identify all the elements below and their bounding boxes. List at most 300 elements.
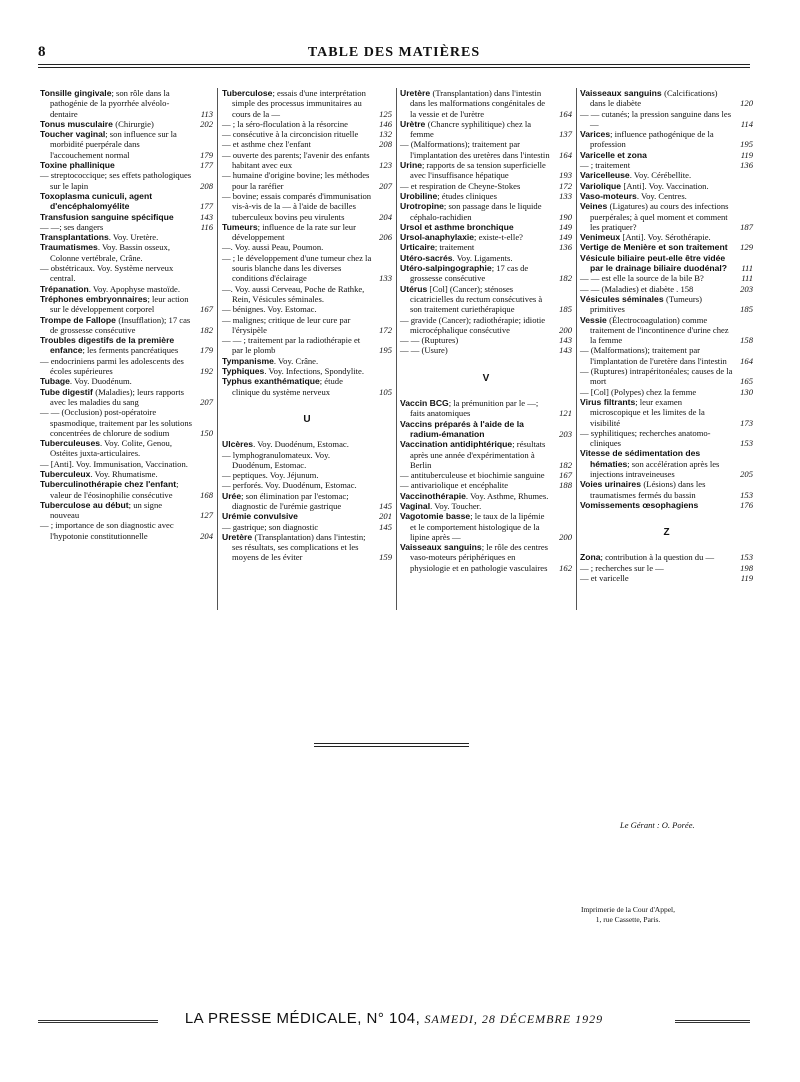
entry-text: Tuberculeuses. Voy. Colite, Genou, Ostéites juxta-articulaires. (40, 438, 172, 459)
entry-text: Urine; rapports de sa tension superficielle avec l'insuffisance hépatique (400, 160, 546, 181)
index-entry (400, 242, 572, 252)
entry-text: — endocriniens parmi les adolescents des écoles supérieures (40, 355, 184, 377)
entry-page: 129 (740, 242, 753, 253)
entry-text: — peptiques. Voy. Jéjunum. (222, 470, 319, 481)
index-entry (40, 469, 213, 479)
entry-page: 123 (379, 160, 392, 171)
index-entry (40, 232, 213, 242)
section-letter: Z (663, 527, 670, 539)
entry-page: 206 (379, 232, 392, 243)
entry-text: — [Col] (Polypes) chez la femme (580, 386, 697, 397)
entry-text: Typhiques. Voy. Infections, Spondylite. (222, 366, 364, 377)
entry-text: — lymphogranulomateux. Voy. Duodénum, Estomac. (222, 449, 330, 470)
index-entry (580, 181, 753, 191)
entry-text: Venimeux [Anti]. Voy. Sérothérapie. (580, 232, 711, 243)
index-entry (400, 201, 572, 222)
index-entry (580, 573, 753, 583)
index-entry (400, 222, 572, 232)
entry-text: Vertige de Menière et son traitement (580, 242, 728, 253)
entry-text: — — ; traitement par la radiothérapie et par le plomb (222, 335, 361, 356)
entry-page: 185 (559, 304, 572, 315)
index-entry (40, 242, 213, 263)
entry-text: Vésicules séminales (Tumeurs) primitives (580, 293, 702, 315)
index-entry (40, 407, 213, 438)
index-entry (400, 419, 572, 440)
index-entry (400, 232, 572, 242)
index-entry (222, 376, 392, 397)
index-entry (40, 315, 213, 336)
entry-text: — ouverte des parents; l'avenir des enfants habitant avec eux (222, 149, 370, 171)
entry-text: Vaccin BCG; la prémunition par le —; faits anatomiques (400, 398, 539, 419)
index-entry (580, 129, 753, 150)
entry-text: — gravide (Cancer); radiothérapie; idiotie microcéphalique consécutive (400, 314, 546, 335)
index-entry (40, 119, 213, 129)
index-entry (222, 119, 392, 129)
entry-text: Ursol et asthme bronchique (400, 221, 514, 232)
index-entry (580, 284, 753, 294)
index-entry (40, 160, 213, 170)
column-divider (576, 88, 577, 610)
page-header (38, 44, 750, 68)
entry-text: Varicelle et zona (580, 149, 647, 160)
entry-text: — [Anti]. Voy. Immunisation, Vaccination. (40, 458, 188, 469)
index-entry (222, 491, 392, 512)
index-entry (222, 253, 392, 284)
entry-page: 173 (740, 417, 753, 428)
header-rule-lower (38, 67, 750, 68)
entry-text: Vomissements œsophagiens (580, 499, 699, 510)
index-entry (222, 511, 392, 521)
column-divider (217, 88, 218, 610)
index-entry (222, 222, 392, 243)
index-entry (580, 160, 753, 170)
entry-text: Urobiline; études cliniques (400, 190, 497, 201)
entry-text: Toucher vaginal; son influence sur la morbidité puerpérale dans l'accouchement normal (40, 129, 177, 160)
section-letter: U (303, 413, 311, 425)
entry-page: 158 (740, 335, 753, 346)
index-entry (580, 387, 753, 397)
index-entry (222, 284, 392, 305)
journal-name: LA PRESSE MÉDICALE, N° 104, (184, 1010, 421, 1027)
index-entry (40, 222, 213, 232)
index-entry (222, 88, 392, 119)
entry-text: Urémie convulsive (222, 511, 298, 522)
index-entry (400, 160, 572, 181)
entry-text: Tuberculeux. Voy. Rhumatisme. (40, 468, 158, 479)
index-entry (400, 263, 572, 284)
entry-page: 162 (559, 562, 572, 573)
entry-text: — bénignes. Voy. Estomac. (222, 304, 317, 315)
entry-text: Varicelleuse. Voy. Cérébellite. (580, 170, 692, 181)
index-entry (580, 253, 753, 274)
entry-page: 195 (740, 139, 753, 150)
entry-text: — —; ses dangers (40, 221, 104, 232)
index-entry (580, 563, 753, 573)
entry-text: Vagotomie basse; le taux de la lipémie et le comportement histologique de la lipine après — (400, 511, 545, 542)
entry-page: 195 (379, 345, 392, 356)
entry-text: — streptococcique; ses effets pathologiques sur le lapin (40, 170, 192, 191)
index-entry (400, 345, 572, 355)
entry-text: Traumatismes. Voy. Bassin osseux, Colonne vertébrale, Crâne. (40, 242, 170, 263)
entry-text: — ; la séro-floculation à la résorcine (222, 118, 348, 129)
entry-text: Urée; son élimination par l'estomac; diagnostic de l'urémie gastrique (222, 490, 349, 511)
index-entry (40, 170, 213, 191)
entry-text: Vaisseaux sanguins; le rôle des centres vaso-moteurs périphériques en physiologie et en pathologie vasculaires (400, 542, 549, 573)
index-entry (222, 170, 392, 191)
entry-text: Vésicule biliaire peut-elle être vidée par le drainage biliaire duodénal? (580, 252, 728, 274)
index-entry (580, 201, 753, 232)
index-entry (40, 479, 213, 500)
index-entry (222, 315, 392, 336)
entry-text: — antivariolique et encéphalite (400, 480, 509, 491)
entry-text: Vaisseaux sanguins (Calcifications) dans le diabète (580, 88, 718, 109)
index-entry (580, 479, 753, 500)
index-entry (222, 150, 392, 171)
entry-text: Trépanation. Voy. Apophyse mastoïde. (40, 283, 180, 294)
entry-text: — et asthme chez l'enfant (222, 139, 311, 150)
index-entry (222, 439, 392, 449)
index-entry (222, 450, 392, 471)
entry-text: — malignes; critique de leur cure par l'érysipèle (222, 314, 351, 335)
index-entry (400, 480, 572, 490)
entry-page: 143 (559, 345, 572, 356)
entry-page: 143 (559, 335, 572, 346)
entry-text: — — (Maladies) et diabète . 158 (580, 283, 694, 294)
entry-text: Transfusion sanguine spécifique (40, 211, 174, 222)
entry-page: 188 (559, 480, 572, 491)
entry-text: — ; recherches sur le — (580, 562, 664, 573)
entry-text: Vaccination antidiphtérique; résultats après une année d'expérimentation à Berlin (400, 439, 546, 470)
index-entry (580, 397, 753, 428)
entry-text: Vaccins préparés à l'aide de la radium-émanation (400, 418, 524, 439)
entry-text: — (Ruptures) intrapéritonéales; causes de la mort (580, 366, 733, 387)
entry-text: Voies urinaires (Lésions) dans les traumatismes fermés du bassin (580, 479, 706, 500)
column-divider (396, 88, 397, 610)
index-entry (400, 470, 572, 480)
entry-text: Troubles digestifs de la première enfance; les ferments pancréatiques (40, 335, 179, 356)
entry-text: Uretère (Transplantation) dans l'intestin dans les malformations congénitales de la vessie et de l'urètre (400, 88, 546, 119)
entry-page: 114 (740, 118, 753, 129)
entry-page: 127 (200, 510, 213, 521)
index-entry (40, 376, 213, 386)
entry-page: 172 (379, 324, 392, 335)
index-entry (580, 315, 753, 346)
entry-text: — et respiration de Cheyne-Stokes (400, 180, 521, 191)
entry-page: 132 (379, 129, 392, 140)
entry-text: Veines (Ligatures) au cours des infections puerpérales; à quel moment et comment les pratiquer? (580, 201, 729, 232)
index-entry (222, 242, 392, 252)
entry-text: — ; le développement d'une tumeur chez la souris blanche dans les diverses conditions d'éclairage (222, 252, 372, 284)
entry-page: 146 (379, 118, 392, 129)
entry-page: 187 (740, 221, 753, 232)
index-entry (580, 366, 753, 387)
entry-text: Tuberculinothérapie chez l'enfant; valeur de l'éosinophilie consécutive (40, 479, 179, 500)
entry-page: 153 (740, 552, 753, 563)
index-entry (222, 304, 392, 314)
entry-text: Varices; influence pathogénique de la profession (580, 129, 714, 150)
entry-text: — humaine d'origine bovine; les méthodes pour la raréfier (222, 170, 370, 191)
entry-text: Vitesse de sédimentation des hématies; son accélération après les injections intraveineuses (580, 448, 720, 479)
entry-page: 130 (740, 386, 753, 397)
entry-page: 205 (740, 468, 753, 479)
entry-page: 177 (200, 160, 213, 171)
entry-text: Urticaire; traitement (400, 242, 475, 253)
entry-page: 159 (379, 552, 392, 563)
entry-text: — — cutanés; la pression sanguine dans les — (580, 108, 732, 129)
entry-text: Tube digestif (Maladies); leurs rapports avec les maladies du sang (40, 386, 185, 407)
entry-page: 149 (559, 221, 572, 232)
index-entry (580, 191, 753, 201)
entry-text: Utérus [Col] (Cancer); sténoses cicatricielles du rectum consécutives à son traitement curiethérapique (400, 283, 543, 315)
index-entry (580, 552, 753, 562)
entry-text: Urètre (Chancre syphilitique) chez la femme (400, 118, 532, 140)
entry-page: 111 (741, 263, 753, 274)
entry-text: Ursol-anaphylaxie; existe-t-elle? (400, 232, 523, 243)
entry-page: 176 (740, 499, 753, 510)
index-entry (400, 398, 572, 419)
entry-text: — et varicelle (580, 573, 629, 584)
entry-page: 164 (559, 108, 572, 119)
entry-page: 133 (559, 190, 572, 201)
index-entry (222, 522, 392, 532)
page-number: 8 (38, 44, 46, 60)
entry-text: — obstétricaux. Voy. Système nerveux central. (40, 263, 174, 284)
index-entry (222, 335, 392, 356)
index-entry (40, 387, 213, 408)
index-entry (400, 335, 572, 345)
entry-text: — perforés. Voy. Duodénum, Estomac. (222, 480, 357, 491)
entry-page: 201 (379, 511, 392, 522)
index-entry (222, 532, 392, 563)
entry-text: Zona; contribution à la question du — (580, 552, 715, 563)
entry-text: Urotropine; son passage dans le liquide céphalo-rachidien (400, 201, 542, 222)
entry-text: Tuberculose au début; un signe nouveau (40, 499, 163, 521)
entry-page: 167 (200, 304, 213, 315)
entry-page: 164 (740, 355, 753, 366)
footer-text (38, 1010, 750, 1028)
index-entry (580, 88, 753, 109)
entry-page: 179 (200, 149, 213, 160)
index-entry (400, 284, 572, 315)
entry-page: 182 (559, 459, 572, 470)
index-entry (400, 119, 572, 140)
entry-page: 119 (740, 573, 753, 584)
index-entry (40, 356, 213, 377)
entry-page: 203 (740, 283, 753, 294)
index-entry (222, 191, 392, 222)
entry-text: Vaginal. Voy. Toucher. (400, 500, 482, 511)
entry-page: 136 (559, 242, 572, 253)
entry-page: 182 (559, 273, 572, 284)
entry-text: — — (Occlusion) post-opératoire spasmodique, traitement par les solutions concentrées de chlorure de sodium (40, 407, 193, 438)
entry-text: Tuberculose; essais d'une interprétation simple des processus immunitaires au cours de la — (222, 88, 366, 119)
index-entry (580, 428, 753, 449)
closing-rule (314, 743, 469, 744)
index-entry (222, 480, 392, 490)
entry-page: 113 (200, 108, 213, 119)
index-entry (222, 356, 392, 366)
entry-page: 200 (559, 531, 572, 542)
entry-page: 207 (379, 180, 392, 191)
entry-page: 153 (740, 438, 753, 449)
section-letter: V (482, 372, 490, 384)
header-rule (38, 64, 750, 65)
entry-page: 119 (740, 149, 753, 160)
entry-text: Tumeurs; influence de la rate sur leur développement (222, 221, 356, 243)
index-entry (40, 294, 213, 315)
entry-text: Utéro-salpingographie; 17 cas de grossesse consécutive (400, 263, 529, 284)
index-entry (400, 501, 572, 511)
entry-page: 149 (559, 232, 572, 243)
entry-page: 204 (379, 211, 392, 222)
index-entry (400, 439, 572, 470)
entry-page: 200 (559, 324, 572, 335)
entry-page: 204 (200, 530, 213, 541)
entry-text: Ulcères. Voy. Duodénum, Estomac. (222, 439, 349, 450)
closing-rule-lower (314, 746, 469, 747)
entry-page: 164 (559, 149, 572, 160)
entry-text: Trompe de Fallope (Insufflation); 17 cas de grossesse consécutive (40, 314, 191, 335)
entry-text: — ; importance de son diagnostic avec l'hypotonie constitutionnelle (40, 520, 174, 541)
index-entry (580, 294, 753, 315)
index-entry (580, 232, 753, 242)
entry-page: 168 (200, 489, 213, 500)
entry-text: Tympanisme. Voy. Crâne. (222, 355, 319, 366)
entry-text: — — (Usure) (400, 345, 448, 356)
entry-page: 177 (200, 201, 213, 212)
entry-text: —. Voy. aussi Cerveau, Poche de Rathke, Rein, Vésicules séminales. (222, 283, 365, 304)
index-entry (40, 212, 213, 222)
entry-text: — antituberculeuse et biochimie sanguine (400, 470, 545, 481)
entry-text: Variolique [Anti]. Voy. Vaccination. (580, 180, 709, 191)
index-entry (580, 242, 753, 252)
footer-rule-right (675, 1020, 750, 1023)
index-entry (40, 520, 213, 541)
index-entry (40, 459, 213, 469)
page-title: TABLE DES MATIÈRES (307, 45, 481, 60)
index-entry (40, 500, 213, 521)
index-entry (40, 263, 213, 284)
index-entry (400, 181, 572, 191)
index-entry (580, 109, 753, 130)
index-entry (222, 366, 392, 376)
index-entry (40, 438, 213, 459)
index-entry (222, 139, 392, 149)
index-entry (222, 129, 392, 139)
gerant-signature: Le Gérant : O. Porée. (620, 820, 695, 830)
entry-page: 133 (379, 273, 392, 284)
entry-page: 165 (740, 376, 753, 387)
imprimerie-notice (553, 905, 703, 925)
entry-page: 208 (200, 180, 213, 191)
entry-page: 125 (379, 108, 392, 119)
entry-page: 179 (200, 345, 213, 356)
index-entry (580, 448, 753, 479)
entry-page: 145 (379, 500, 392, 511)
index-entry (222, 470, 392, 480)
entry-text: Toxoplasma cuniculi, agent d'encéphalomyélite (40, 190, 153, 212)
index-entry (40, 129, 213, 160)
index-entry (400, 315, 572, 336)
index-column-3 (400, 88, 572, 573)
entry-page: 192 (200, 366, 213, 377)
entry-page: 150 (200, 427, 213, 438)
entry-page: 116 (200, 221, 213, 232)
entry-text: Typhus exanthématique; étude clinique du système nerveux (222, 376, 343, 397)
index-entry (580, 150, 753, 160)
imprimerie-line-1: Imprimerie de la Cour d'Appel, (580, 905, 676, 914)
entry-page: 207 (200, 396, 213, 407)
index-entry (400, 139, 572, 160)
entry-text: Toxine phallinique (40, 160, 115, 171)
entry-text: Vaccinothérapie. Voy. Asthme, Rhumes. (400, 490, 549, 501)
entry-text: — (Malformations); traitement par l'implantation de l'uretère dans l'intestin (580, 345, 727, 366)
entry-text: — — est elle la source de la bile B? (580, 273, 704, 284)
index-entry (40, 88, 213, 119)
entry-page: 143 (200, 211, 213, 222)
entry-page: 153 (740, 489, 753, 500)
entry-text: Tonus musculaire (Chirurgie) (40, 118, 154, 129)
entry-page: 203 (559, 428, 572, 439)
entry-page: 136 (740, 160, 753, 171)
index-entry (400, 88, 572, 119)
index-entry (580, 273, 753, 283)
index-entry (400, 491, 572, 501)
index-entry (400, 191, 572, 201)
index-column-1 (40, 88, 213, 541)
entry-page: 182 (200, 324, 213, 335)
entry-text: — (Malformations); traitement par l'implantation des uretères dans l'intestin (400, 139, 550, 160)
index-entry (400, 511, 572, 542)
entry-page: 111 (741, 273, 753, 284)
entry-text: — — (Ruptures) (400, 335, 459, 346)
entry-text: — bovine; essais comparés d'immunisation vis-à-vis de la — à l'aide de bacilles tuberculeux bovins peu virulents (222, 190, 372, 222)
index-column-2 (222, 88, 392, 563)
issue-date: SAMEDI, 28 DÉCEMBRE 1929 (424, 1012, 604, 1026)
entry-page: 137 (559, 129, 572, 140)
entry-text: — ; traitement (580, 160, 631, 171)
entry-text: Tréphones embryonnaires; leur action sur le développement corporel (40, 293, 189, 315)
index-entry (580, 170, 753, 180)
index-entry (40, 335, 213, 356)
index-entry (400, 542, 572, 573)
entry-page: 121 (559, 408, 572, 419)
entry-text: —. Voy. aussi Peau, Poumon. (222, 242, 324, 253)
entry-page: 120 (740, 98, 753, 109)
entry-page: 167 (559, 470, 572, 481)
index-entry (40, 284, 213, 294)
entry-page: 145 (379, 521, 392, 532)
entry-page: 208 (379, 139, 392, 150)
entry-page: 193 (559, 170, 572, 181)
entry-text: — consécutive à la circoncision rituelle (222, 129, 359, 140)
entry-page: 185 (740, 304, 753, 315)
page-footer (38, 1010, 750, 1030)
entry-page: 190 (559, 211, 572, 222)
entry-text: Vaso-moteurs. Voy. Centres. (580, 190, 687, 201)
entry-text: Vessie (Électrocoagulation) comme traitement de l'incontinence d'urine chez la femme (580, 314, 729, 346)
index-entry (580, 345, 753, 366)
index-entry (400, 253, 572, 263)
entry-page: 105 (379, 386, 392, 397)
entry-text: Uretère (Transplantation) dans l'intestin; ses résultats, ses complications et les moyens de les éviter (222, 531, 366, 563)
entry-page: 172 (559, 180, 572, 191)
entry-text: — syphilitiques; recherches anatomo-cliniques (580, 427, 711, 449)
entry-text: Tonsille gingivale; son rôle dans la pathogénie de la pyorrhée alvéolo-dentaire (40, 88, 170, 119)
imprimerie-line-2: 1, rue Cassette, Paris. (595, 915, 661, 924)
entry-text: Transplantations. Voy. Uretère. (40, 232, 159, 243)
entry-page: 198 (740, 562, 753, 573)
